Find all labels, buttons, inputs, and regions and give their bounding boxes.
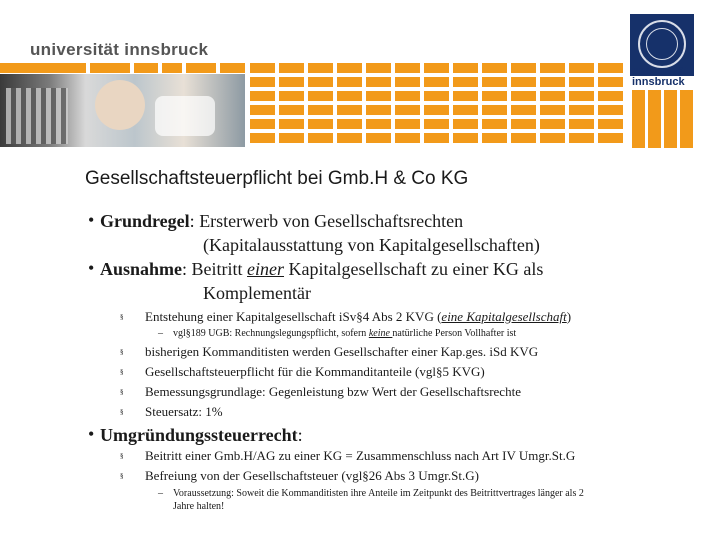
brand-wordmark: universität innsbruck	[30, 40, 209, 59]
building-columns	[6, 88, 68, 144]
slide-title: Gesellschaftsteuerpflicht bei Gmb.H & Co KG	[85, 168, 469, 189]
header-photo	[0, 74, 245, 147]
point-grundregel-cont: (Kapitalausstattung von Kapitalgesellschaften)	[203, 235, 540, 255]
scientist-figure	[95, 80, 145, 130]
point-ausnahme-cont: Komplementär	[203, 283, 311, 303]
logo-tiles	[632, 90, 696, 148]
lab-glassware	[155, 96, 215, 136]
logo-wordmark: universität innsbruck	[632, 65, 688, 88]
